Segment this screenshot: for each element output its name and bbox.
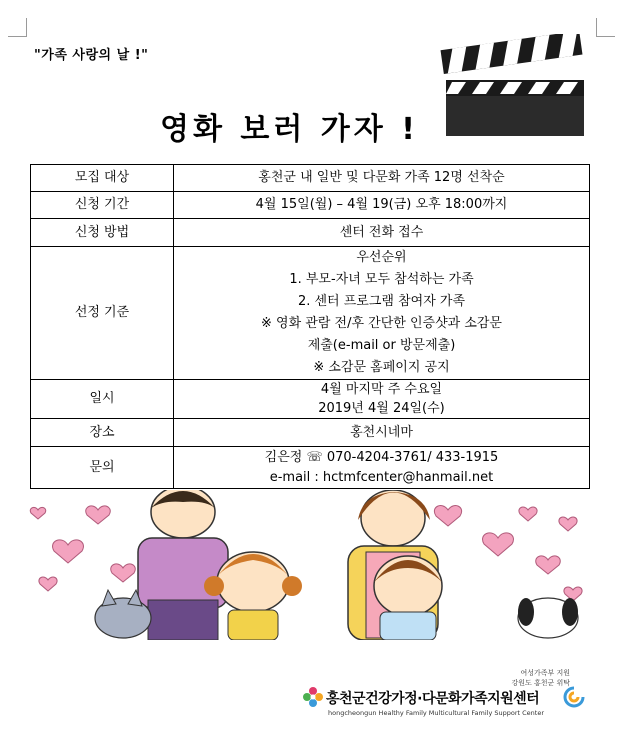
flower-logo-icon xyxy=(302,686,324,708)
dog-icon xyxy=(518,598,578,638)
commission-text: 강원도 홍천군 위탁 xyxy=(511,679,570,687)
swirl-logo-icon xyxy=(562,686,586,708)
table-row xyxy=(31,447,590,489)
row-value: 센터 전화 접수 xyxy=(174,219,590,247)
organization-logo xyxy=(300,668,600,728)
row-value: 4월 15일(월) – 4월 19(금) 오후 18:00까지 xyxy=(174,192,590,219)
organization-name-english: hongcheongun Healthy Family Multicultural Family Support Center xyxy=(328,709,545,717)
row-value: 4월 마지막 주 수요일 2019년 4월 24일(수) xyxy=(174,380,590,419)
family-illustration xyxy=(28,490,593,640)
crop-mark-top-right xyxy=(596,18,615,37)
heart-icon xyxy=(30,506,582,601)
sponsor-text: 여성가족부 지원 xyxy=(520,669,570,677)
row-value: 홍천군 내 일반 및 다문화 가족 12명 선착순 xyxy=(174,165,590,192)
row-value: 우선순위 1. 부모-자녀 모두 참석하는 가족 2. 센터 프로그램 참여자 가족 ※ 영화 관람 전/후 간단한 인증샷과 소감문 제출(e-mail or 방문제출) ※ 소감문 홈페이지 공지 xyxy=(174,247,590,380)
row-label: 장소 xyxy=(31,419,174,447)
row-label: 신청 방법 xyxy=(31,219,174,247)
table-row xyxy=(31,247,590,380)
info-table xyxy=(30,164,590,489)
organization-name: 홍천군건강가정·다문화가족지원센터 xyxy=(326,691,540,707)
table-row xyxy=(31,419,590,447)
row-label: 신청 기간 xyxy=(31,192,174,219)
clapperboard-icon xyxy=(438,34,588,138)
row-value: 홍천시네마 xyxy=(174,419,590,447)
table-row xyxy=(31,192,590,219)
crop-mark-top-left xyxy=(8,18,27,37)
event-subtitle: "가족 사랑의 날 !" xyxy=(34,48,149,63)
row-label: 일시 xyxy=(31,380,174,419)
row-label: 문의 xyxy=(31,447,174,489)
table-row xyxy=(31,219,590,247)
row-label: 모집 대상 xyxy=(31,165,174,192)
row-label: 선정 기준 xyxy=(31,247,174,380)
row-value: 김은정 ☏ 070-4204-3761/ 433-1915 e-mail : hctmfcenter@hanmail.net xyxy=(174,447,590,489)
table-row xyxy=(31,380,590,419)
page-title: 영화 보러 가자 ! xyxy=(160,112,419,147)
table-row xyxy=(31,165,590,192)
